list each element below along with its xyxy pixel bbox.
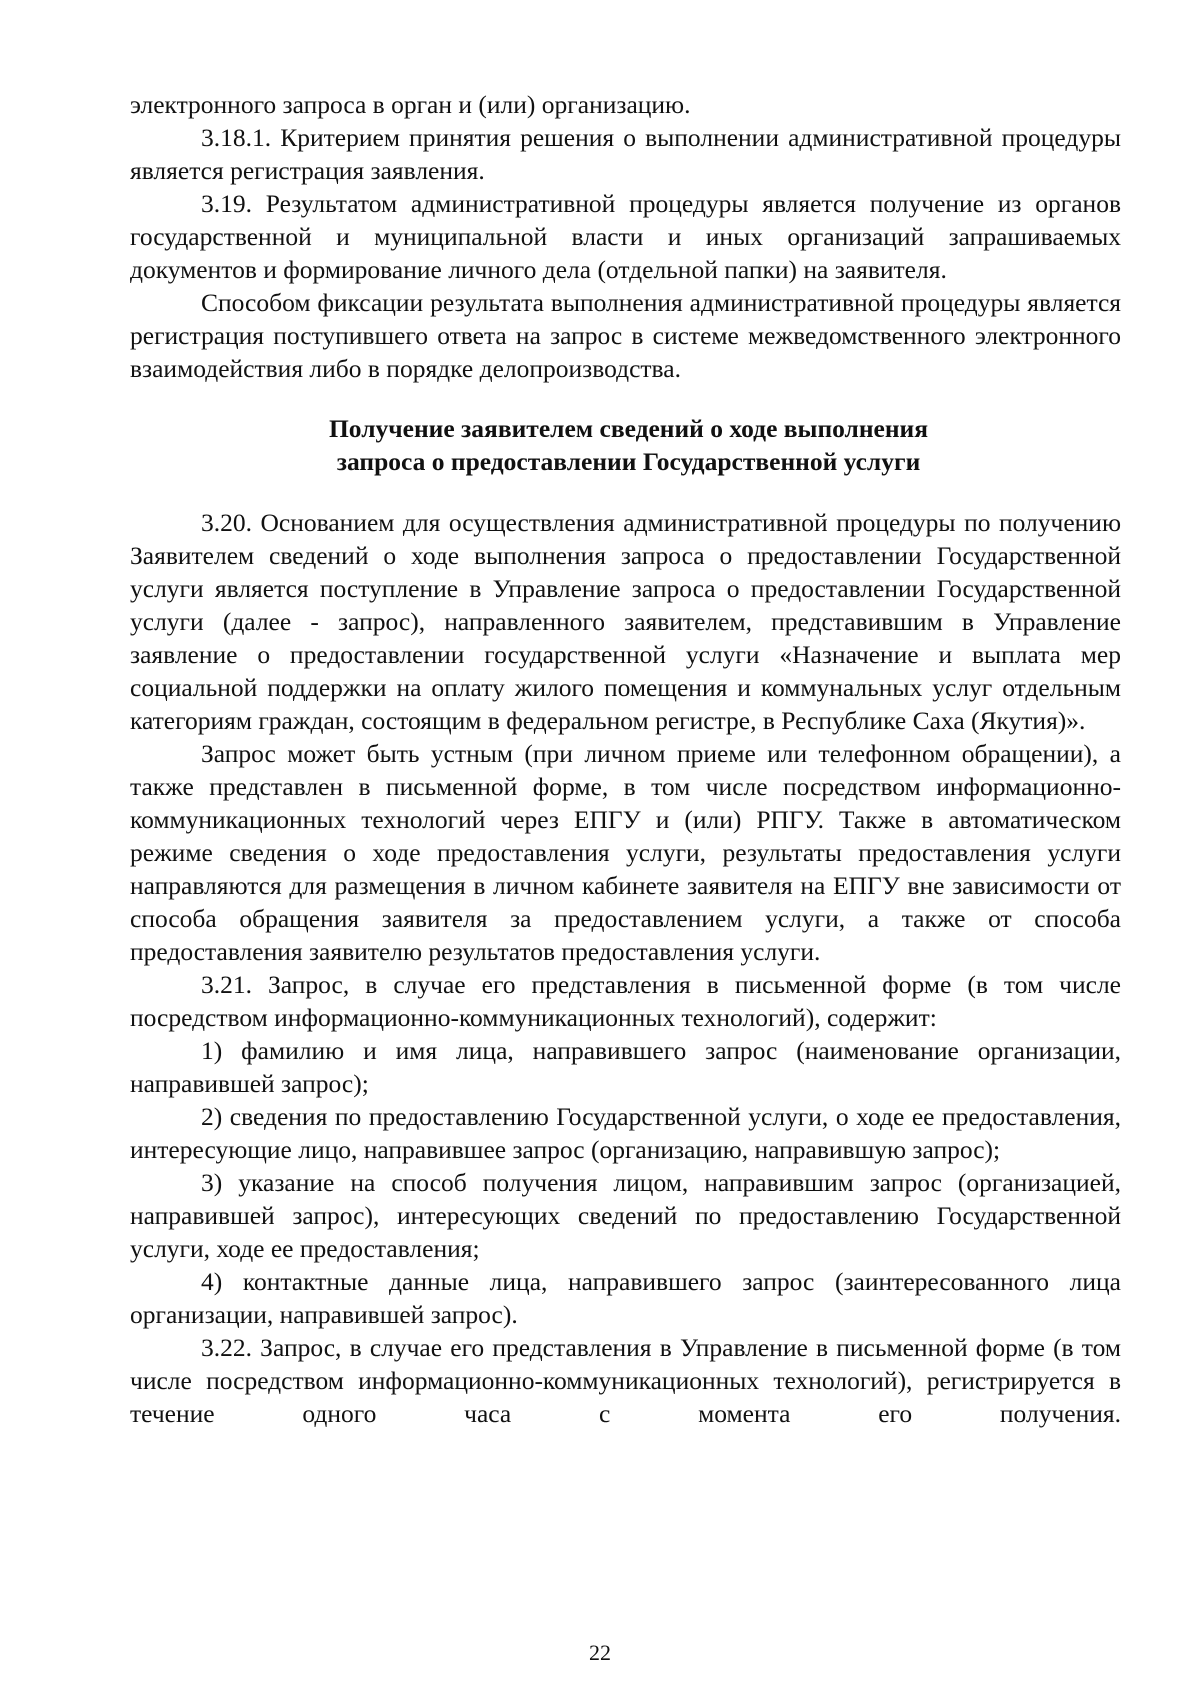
paragraph-3-19: 3.19. Результатом административной процедуры является получение из органов государственной и муниципальной власти и иных организаций запрашиваемых документов и формирование личного дела (отдельной папки) на заявителя. (130, 189, 1121, 284)
paragraph-3-20: 3.20. Основанием для осуществления административной процедуры по получению Заявителем сведений о ходе выполнения запроса о предоставлении Государственной услуги является поступление в Управление запроса о предоставлении Государственной услуги (далее - запрос), направленного заявителем, представившим в Управление заявление о предоставлении государственной услуги «Назначение и выплата мер социальной поддержки на оплату жилого помещения и коммунальных услуг отдельным категориям граждан, состоящим в федеральном регистре, в Республике Саха (Якутия)». (130, 508, 1121, 735)
list-item-3: 3) указание на способ получения лицом, направившим запрос (организацией, направившей запрос), интересующих сведений по предоставлению Государственной услуги, ходе ее предоставления; (130, 1168, 1121, 1263)
paragraph-3-22: 3.22. Запрос, в случае его представления в Управление в письменной форме (в том числе посредством информационно-коммуникационных технологий), регистрируется в течение одного часа с момента его получения. (130, 1333, 1121, 1428)
paragraph-3-21: 3.21. Запрос, в случае его представления в письменной форме (в том числе посредством информационно-коммуникационных технологий), содержит: (130, 970, 1121, 1032)
list-item-2: 2) сведения по предоставлению Государственной услуги, о ходе ее предоставления, интересующие лицо, направившее запрос (организацию, направившую запрос); (130, 1102, 1121, 1164)
paragraph-fixation-method: Способом фиксации результата выполнения административной процедуры является регистрация поступившего ответа на запрос в системе межведомственного электронного взаимодействия либо в порядке делопроизводства. (130, 288, 1121, 383)
document-page (130, 88, 1121, 1430)
list-item-4: 4) контактные данные лица, направившего запрос (заинтересованного лица организации, направившей запрос). (130, 1267, 1121, 1329)
section-heading (130, 412, 1121, 478)
paragraph-request-forms: Запрос может быть устным (при личном приеме или телефонном обращении), а также представлен в письменной форме, в том числе посредством информационно-коммуникационных технологий через ЕПГУ и (или) РПГУ. Также в автоматическом режиме сведения о ходе предоставления услуги, результаты предоставления услуги направляются для размещения в личном кабинете заявителя на ЕПГУ вне зависимости от способа обращения заявителя за предоставлением услуги, а также от способа предоставления заявителю результатов предоставления услуги. (130, 739, 1121, 966)
section-heading-line-2: запроса о предоставлении Государственной услуги (336, 447, 921, 476)
paragraph-continuation: электронного запроса в орган и (или) организацию. (130, 90, 691, 119)
section-heading-line-1: Получение заявителем сведений о ходе выполнения (328, 414, 929, 443)
paragraph-3-18-1: 3.18.1. Критерием принятия решения о выполнении административной процедуры является регистрация заявления. (130, 123, 1121, 185)
page-number: 22 (589, 1640, 611, 1665)
list-item-1: 1) фамилию и имя лица, направившего запрос (наименование организации, направившей запрос); (130, 1036, 1121, 1098)
